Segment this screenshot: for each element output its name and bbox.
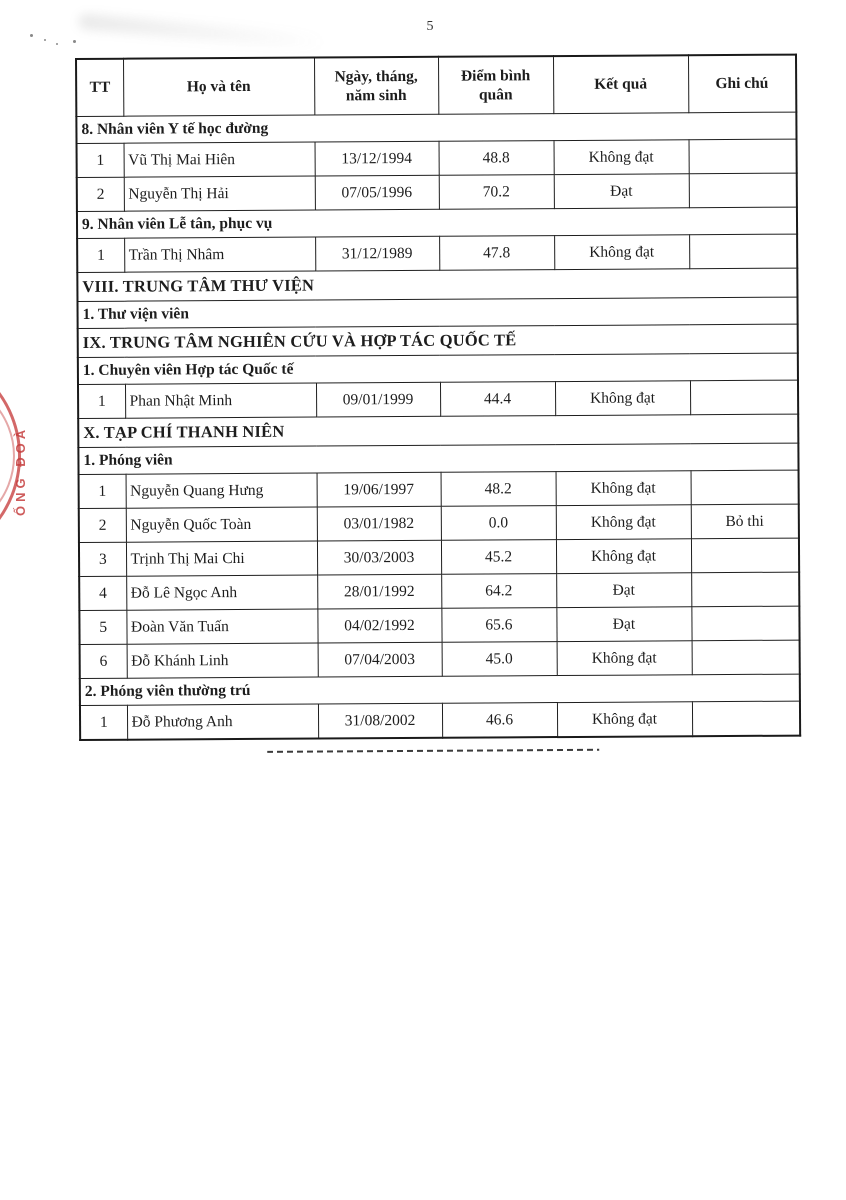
cell-name: Nguyễn Thị Hải	[124, 176, 315, 211]
cell-result: Không đạt	[556, 539, 691, 574]
cell-score: 45.2	[441, 540, 556, 575]
red-stamp-fragment	[0, 340, 80, 570]
cell-dob: 09/01/1999	[316, 382, 440, 417]
cell-name: Phan Nhật Minh	[125, 383, 316, 418]
cell-result: Không đạt	[556, 471, 691, 506]
header-tt: TT	[76, 59, 123, 117]
section-label: 1. Thư viện viên	[77, 297, 797, 328]
cell-score: 0.0	[441, 506, 556, 541]
scan-speck	[44, 39, 46, 41]
cell-name: Đỗ Phương Anh	[127, 704, 318, 740]
table-row	[80, 701, 800, 740]
cell-score: 44.4	[440, 382, 555, 417]
cell-note	[690, 380, 798, 415]
cell-note: Bỏ thi	[691, 504, 799, 539]
cell-result: Không đạt	[557, 702, 692, 737]
section-label: VIII. TRUNG TÂM THƯ VIỆN	[77, 268, 797, 301]
cell-tt: 2	[77, 177, 124, 211]
section-row	[78, 414, 798, 447]
table-row	[79, 606, 799, 644]
cell-name: Trịnh Thị Mai Chi	[126, 541, 317, 576]
cell-score: 70.2	[439, 175, 554, 210]
cell-score: 47.8	[439, 236, 554, 271]
section-label: 8. Nhân viên Y tế học đường	[76, 112, 796, 143]
section-label: 9. Nhân viên Lễ tân, phục vụ	[77, 207, 797, 238]
cell-score: 48.2	[441, 472, 556, 507]
cell-note	[689, 173, 797, 208]
section-row	[77, 268, 797, 301]
cell-note	[691, 572, 799, 607]
cell-tt: 1	[80, 705, 127, 740]
cell-dob: 28/01/1992	[317, 574, 441, 609]
cell-result: Không đạt	[554, 235, 689, 270]
cell-result: Không đạt	[556, 505, 691, 540]
document-body	[75, 54, 801, 754]
results-table-body	[76, 112, 800, 740]
header-score: Điểm bình quân	[438, 56, 553, 114]
section-label: X. TẠP CHÍ THANH NIÊN	[78, 414, 798, 447]
cell-dob: 07/05/1996	[315, 175, 439, 210]
cell-dob: 31/08/2002	[318, 703, 442, 738]
section-label: IX. TRUNG TÂM NGHIÊN CỨU VÀ HỢP TÁC QUỐC TẾ	[78, 324, 798, 357]
cell-result: Không đạt	[557, 641, 692, 676]
table-row	[80, 640, 800, 678]
cell-note	[689, 139, 797, 174]
section-label: 1. Chuyên viên Hợp tác Quốc tế	[78, 353, 798, 384]
cell-dob: 13/12/1994	[315, 141, 439, 176]
cell-result: Đạt	[556, 607, 691, 642]
stamp-ring-icon	[0, 348, 21, 564]
cell-name: Nguyễn Quốc Toàn	[126, 507, 317, 542]
cell-result: Không đạt	[555, 381, 690, 416]
cell-tt: 2	[79, 508, 126, 542]
cell-result: Đạt	[556, 573, 691, 608]
table-row	[77, 234, 797, 272]
cell-tt: 1	[79, 474, 126, 508]
section-row	[78, 324, 798, 357]
cell-score: 65.6	[441, 608, 556, 643]
cell-note	[691, 470, 799, 505]
cell-name: Đoàn Văn Tuấn	[126, 609, 317, 644]
table-row	[79, 538, 799, 576]
page-number: 5	[426, 19, 434, 34]
cell-score: 48.8	[439, 141, 554, 176]
cell-result: Đạt	[554, 174, 689, 209]
cell-note	[692, 640, 800, 675]
cell-score: 64.2	[441, 574, 556, 609]
header-name: Họ và tên	[123, 58, 314, 117]
table-row	[79, 572, 799, 610]
dashed-separator	[267, 749, 599, 753]
table-row	[79, 470, 799, 508]
results-table	[75, 54, 801, 741]
header-row	[76, 55, 796, 117]
cell-tt: 6	[80, 644, 127, 678]
cell-score: 46.6	[442, 703, 557, 738]
cell-note	[691, 538, 799, 573]
table-row	[78, 380, 798, 418]
cell-tt: 5	[79, 610, 126, 644]
cell-note	[691, 606, 799, 641]
header-result: Kết quả	[553, 55, 688, 113]
cell-note	[692, 701, 800, 736]
header-dob: Ngày, tháng, năm sinh	[314, 57, 438, 115]
table-row	[79, 504, 799, 542]
cell-dob: 04/02/1992	[317, 608, 441, 643]
scan-speck	[56, 43, 58, 45]
stamp-text: ỐNG ĐOÀ	[13, 425, 28, 516]
cell-result: Không đạt	[554, 140, 689, 175]
table-row	[77, 139, 797, 177]
cell-dob: 30/03/2003	[317, 540, 441, 575]
scan-speck	[73, 40, 76, 43]
cell-tt: 4	[79, 576, 126, 610]
cell-dob: 31/12/1989	[315, 236, 439, 271]
cell-name: Đỗ Khánh Linh	[127, 643, 318, 678]
cell-dob: 19/06/1997	[317, 472, 441, 507]
cell-tt: 3	[79, 542, 126, 576]
cell-note	[689, 234, 797, 269]
cell-tt: 1	[77, 143, 124, 177]
table-row	[77, 173, 797, 211]
section-label: 2. Phóng viên thường trú	[80, 674, 800, 705]
stamp-ring-icon	[0, 376, 15, 536]
header-note: Ghi chú	[688, 55, 796, 113]
cell-tt: 1	[78, 384, 125, 418]
cell-name: Vũ Thị Mai Hiên	[124, 142, 315, 177]
scan-speck	[30, 34, 33, 37]
cell-name: Đỗ Lê Ngọc Anh	[126, 575, 317, 610]
section-label: 1. Phóng viên	[78, 443, 798, 474]
cell-name: Trần Thị Nhâm	[124, 237, 315, 272]
results-table-header	[76, 55, 796, 117]
cell-tt: 1	[77, 238, 124, 272]
cell-dob: 07/04/2003	[318, 642, 442, 677]
cell-score: 45.0	[442, 642, 557, 677]
cell-name: Nguyễn Quang Hưng	[126, 473, 317, 508]
cell-dob: 03/01/1982	[317, 506, 441, 541]
